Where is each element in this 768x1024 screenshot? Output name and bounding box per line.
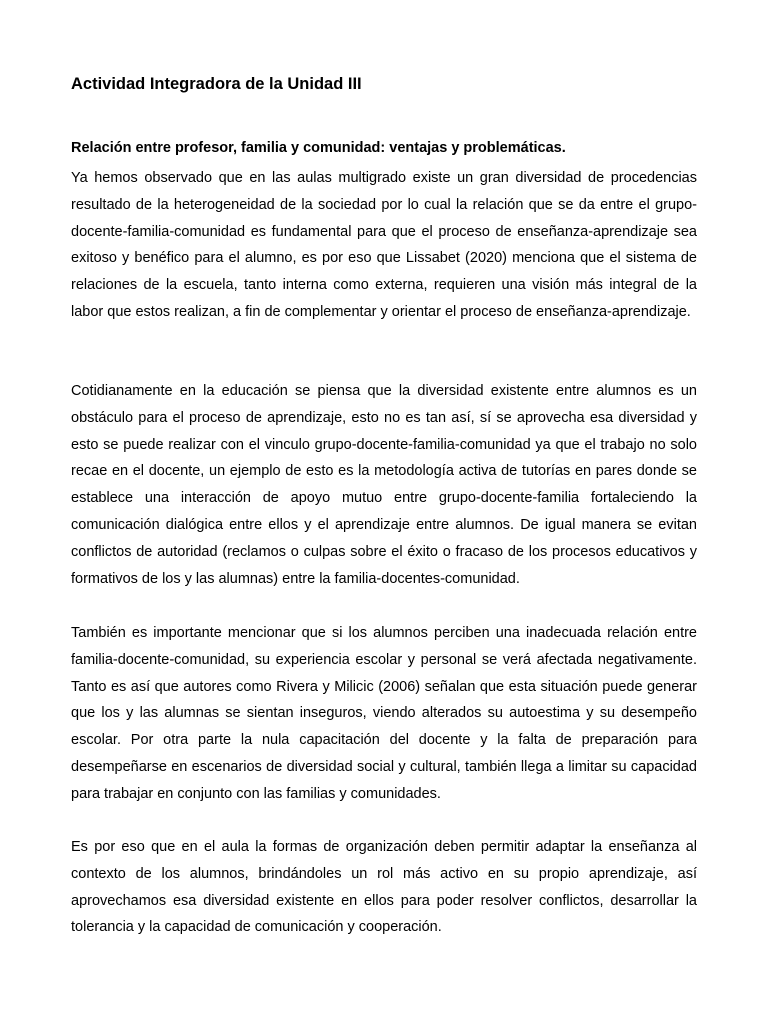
section-heading: Relación entre profesor, familia y comunidad: ventajas y problemáticas.: [71, 140, 566, 156]
paragraph-4: Es por eso que en el aula la formas de organización deben permitir adaptar la enseñanza al contexto de los alumnos, brindándoles un rol más activo en su propio aprendizaje, así aprovechamos esa diversidad existente en ellos para poder resolver conflictos, desarrollar la tolerancia y la capacidad de comunicación y cooperación.: [71, 839, 697, 936]
paragraph-2: Cotidianamente en la educación se piensa que la diversidad existente entre alumnos es un obstáculo para el proceso de aprendizaje, esto no es tan así, sí se aprovecha esa diversidad y esto se puede realizar con el vinculo grupo-docente-familia-comunidad ya que el trabajo no solo recae en el docente, un ejemplo de esto es la metodología activa de tutorías en pares donde se establece una interacción de apoyo mutuo entre grupo-docente-familia fortaleciendo la comunicación dialógica entre ellos y el aprendizaje entre alumnos. De igual manera se evitan conflictos de autoridad (reclamos o culpas sobre el éxito o fracaso de los procesos educativos y formativos de los y las alumnas) entre la familia-docentes-comunidad.: [71, 383, 697, 587]
document-title: Actividad Integradora de la Unidad III: [71, 75, 362, 93]
paragraph-1: Ya hemos observado que en las aulas multigrado existe un gran diversidad de procedencias resultado de la heterogeneidad de la sociedad por lo cual la relación que se da entre el grupo-docente-familia-comunidad es fundamental para que el proceso de enseñanza-aprendizaje sea exitoso y benéfico para el alumno, es por eso que Lissabet (2020) menciona que el sistema de relaciones de la escuela, tanto interna como externa, requieren una visión más integral de la labor que estos realizan, a fin de complementar y orientar el proceso de enseñanza-aprendizaje.: [71, 170, 697, 320]
paragraph-3: También es importante mencionar que si los alumnos perciben una inadecuada relación entre familia-docente-comunidad, su experiencia escolar y personal se verá afectada negativamente. Tanto es así que autores como Rivera y Milicic (2006) señalan que esta situación puede generar que los y las alumnas se sientan inseguros, viendo alterados su autoestima y su desempeño escolar. Por otra parte la nula capacitación del docente y la falta de preparación para desempeñarse en escenarios de diversidad social y cultural, también llega a limitar su capacidad para trabajar en conjunto con las familias y comunidades.: [71, 625, 697, 802]
